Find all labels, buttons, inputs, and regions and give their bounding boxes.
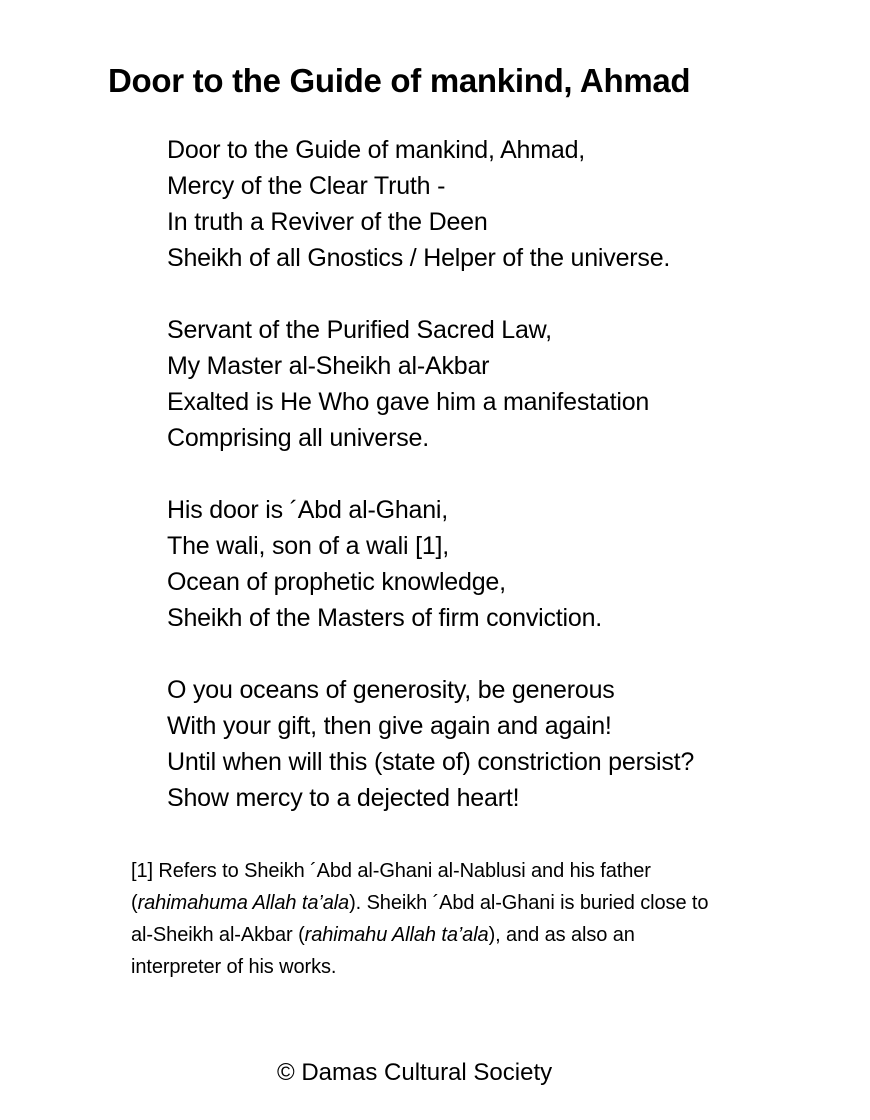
poem-line: Mercy of the Clear Truth -	[167, 172, 446, 200]
footnote-line: interpreter of his works.	[131, 956, 337, 978]
stanza-2	[167, 312, 694, 456]
poem-line: His door is ´Abd al-Ghani,	[167, 496, 449, 524]
poem-line: Comprising all universe.	[167, 424, 429, 452]
footnote-text: (	[131, 892, 138, 914]
footnote-text: al-Sheikh al-Akbar (	[131, 924, 305, 946]
copyright-notice: © Damas Cultural Society	[277, 1059, 553, 1086]
page-title: Door to the Guide of mankind, Ahmad	[108, 62, 691, 99]
footnote-text: ). Sheikh ´Abd al-Ghani is buried close to	[349, 892, 709, 914]
footnote	[131, 855, 836, 983]
poem-line: Ocean of prophetic knowledge,	[167, 568, 506, 596]
footnote-italic: rahimahu Allah ta’ala	[304, 924, 489, 946]
poem	[167, 132, 694, 852]
footnote-line: [1] Refers to Sheikh ´Abd al-Ghani al-Nablusi and his father	[131, 860, 651, 882]
poem-line: Servant of the Purified Sacred Law,	[167, 316, 552, 344]
poem-line: Door to the Guide of mankind, Ahmad,	[167, 136, 586, 164]
stanza-1	[167, 132, 694, 276]
poem-line: Sheikh of the Masters of firm conviction.	[167, 604, 603, 632]
poem-line: With your gift, then give again and again!	[167, 712, 612, 740]
footnote-text: ), and as also an	[488, 924, 635, 946]
poem-line: Until when will this (state of) constriction persist?	[167, 748, 695, 776]
footnote-line	[131, 887, 836, 919]
poem-line: The wali, son of a wali [1],	[167, 532, 450, 560]
footnote-line	[131, 919, 836, 951]
stanza-4	[167, 672, 694, 816]
poem-line: Sheikh of all Gnostics / Helper of the universe.	[167, 244, 671, 272]
footnote-italic: rahimahuma Allah ta’ala	[137, 892, 350, 914]
poem-line: O you oceans of generosity, be generous	[167, 676, 615, 704]
poem-line: In truth a Reviver of the Deen	[167, 208, 488, 236]
poem-line: Exalted is He Who gave him a manifestation	[167, 388, 650, 416]
stanza-3	[167, 492, 694, 636]
poem-line: Show mercy to a dejected heart!	[167, 784, 520, 812]
poem-line: My Master al-Sheikh al-Akbar	[167, 352, 490, 380]
